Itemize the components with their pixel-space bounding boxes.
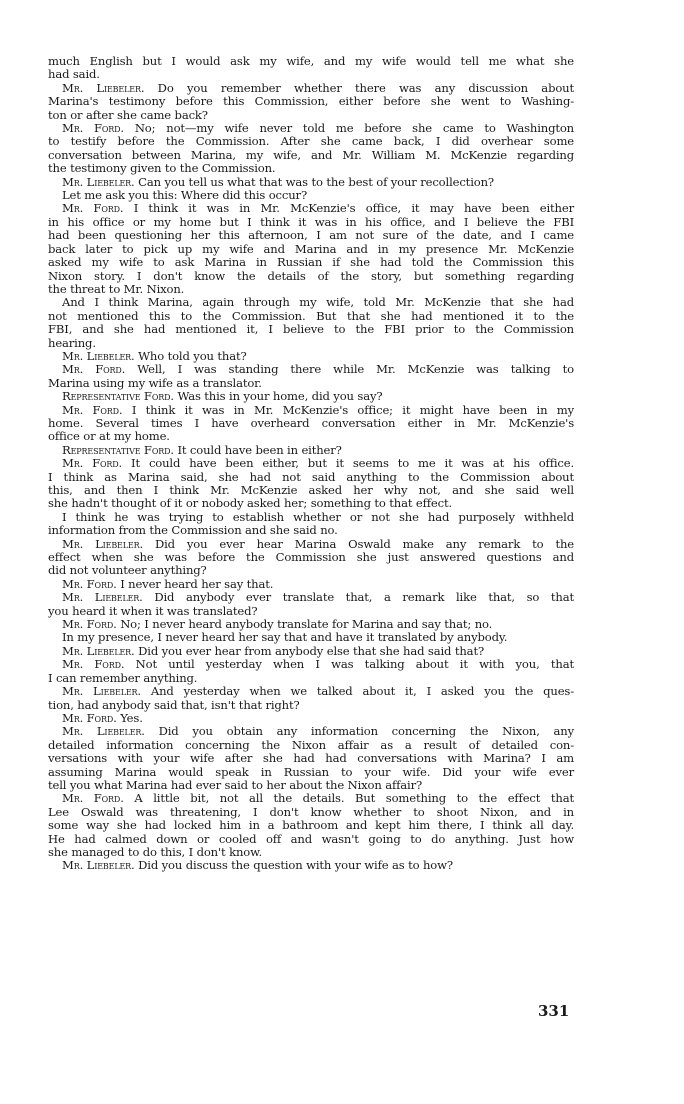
text-line xyxy=(48,564,574,577)
text-line xyxy=(48,792,574,805)
speaker-name: Mr. Ford. xyxy=(62,576,117,591)
line-text: this, and then I think Mr. McKenzie asked her why not, and she said well xyxy=(48,483,574,497)
text-line xyxy=(48,484,574,497)
text-line xyxy=(48,538,574,551)
line-text: some way she had locked him in a bathroom and kept him there, I think all day. xyxy=(48,818,574,833)
line-text: tell you what Marina had ever said to her about the Nixon affair? xyxy=(48,777,423,792)
text-line xyxy=(48,350,574,363)
text-line xyxy=(48,256,574,269)
text-line xyxy=(48,779,574,792)
paragraph xyxy=(48,631,574,644)
text-line xyxy=(48,109,574,122)
paragraph xyxy=(48,645,574,658)
paragraph xyxy=(48,82,574,122)
speaker-name: Mr. Liebeler. xyxy=(62,858,135,873)
paragraph xyxy=(48,202,574,296)
text-line xyxy=(48,162,574,175)
line-text: conversation between Marina, my wife, and Mr. William M. McKenzie regarding xyxy=(48,147,574,162)
paragraph xyxy=(48,350,574,363)
document-body xyxy=(48,55,574,873)
line-text: Did you obtain any information concerning the Nixon, any xyxy=(144,724,574,739)
text-line xyxy=(48,430,574,443)
line-text: No; not—my wife never told me before she came to Washington xyxy=(123,121,574,136)
text-line xyxy=(48,859,574,872)
text-line xyxy=(48,752,574,765)
line-text: did not volunteer anything? xyxy=(48,563,207,578)
text-line xyxy=(48,404,574,417)
speaker-name: Mr. Liebeler. xyxy=(62,536,144,551)
speaker-name: Mr. Ford. xyxy=(62,710,117,725)
paragraph xyxy=(48,578,574,591)
paragraph xyxy=(48,859,574,872)
paragraph xyxy=(48,725,574,792)
line-text: Did anybody ever translate that, a remark like that, so that xyxy=(142,590,574,605)
line-text: It could have been in either? xyxy=(173,442,342,457)
text-line xyxy=(48,618,574,631)
text-line xyxy=(48,323,574,336)
speaker-name: Mr. Liebeler. xyxy=(62,80,145,95)
line-text: Did you discuss the question with your wife as to how? xyxy=(134,858,453,873)
paragraph xyxy=(48,591,574,618)
text-line xyxy=(48,685,574,698)
line-text: Well, I was standing there while Mr. McKenzie was talking to xyxy=(125,362,574,377)
text-line xyxy=(48,471,574,484)
line-text: Did you ever hear from anybody else that she had said that? xyxy=(134,643,485,658)
speaker-name: Representative Ford. xyxy=(62,389,174,404)
speaker-name: Mr. Ford. xyxy=(62,121,124,136)
paragraph xyxy=(48,363,574,390)
text-line xyxy=(48,149,574,162)
line-text: No; I never heard anybody translate for Marina and say that; no. xyxy=(116,617,493,632)
line-text: office or at my home. xyxy=(48,429,170,444)
line-text: I can remember anything. xyxy=(48,670,198,685)
speaker-name: Representative Ford. xyxy=(62,442,174,457)
text-line xyxy=(48,846,574,859)
line-text: Not until yesterday when I was talking about it with you, that xyxy=(124,657,574,672)
paragraph xyxy=(48,122,574,176)
text-line xyxy=(48,216,574,229)
line-text: you heard it when it was translated? xyxy=(48,603,258,618)
line-text: Did you ever hear Marina Oswald make any remark to the xyxy=(143,536,574,551)
line-text: had said. xyxy=(48,67,100,82)
line-text: I think it was in Mr. McKenzie's office, it may have been either xyxy=(123,201,574,216)
text-line xyxy=(48,363,574,376)
text-line xyxy=(48,135,574,148)
text-line xyxy=(48,390,574,403)
paragraph xyxy=(48,792,574,859)
text-line xyxy=(48,551,574,564)
speaker-name: Mr. Liebeler. xyxy=(62,684,141,699)
line-text: to testify before the Commission. After she came back, I did overhear some xyxy=(48,134,574,149)
line-text: she managed to do this, I don't know. xyxy=(48,844,263,859)
line-text: Was this in your home, did you say? xyxy=(173,389,383,404)
paragraph xyxy=(48,685,574,712)
speaker-name: Mr. Ford. xyxy=(62,362,126,377)
text-line xyxy=(48,605,574,618)
line-text: And I think Marina, again through my wife, told Mr. McKenzie that she had xyxy=(62,295,574,310)
line-text: I never heard her say that. xyxy=(116,576,274,591)
speaker-name: Mr. Liebeler. xyxy=(62,174,135,189)
text-line xyxy=(48,645,574,658)
text-line xyxy=(48,578,574,591)
line-text: the testimony given to the Commission. xyxy=(48,161,276,176)
speaker-name: Mr. Liebeler. xyxy=(62,724,145,739)
text-line xyxy=(48,337,574,350)
text-line xyxy=(48,806,574,819)
line-text: back later to pick up my wife and Marina and in my presence Mr. McKenzie xyxy=(48,241,574,256)
line-text: Can you tell us what that was to the best of your recollection? xyxy=(134,174,494,189)
paragraph xyxy=(48,538,574,578)
text-line xyxy=(48,739,574,752)
line-text: in his office or my home but I think it was in his office, and I believe the FBI xyxy=(48,214,574,229)
line-text: Who told you that? xyxy=(134,348,247,363)
paragraph xyxy=(48,658,574,685)
line-text: ton or after she came back? xyxy=(48,107,208,122)
page-number: 331 xyxy=(538,1002,570,1020)
line-text: not mentioned this to the Commission. But that she had mentioned it to the xyxy=(48,308,574,323)
text-line xyxy=(48,229,574,242)
line-text: versations with your wife after she had had conversations with Marina? I am xyxy=(48,751,574,766)
text-line xyxy=(48,176,574,189)
line-text: assuming Marina would speak in Russian to your wife. Did your wife ever xyxy=(48,764,574,779)
paragraph xyxy=(48,55,574,82)
text-line xyxy=(48,270,574,283)
text-line xyxy=(48,497,574,510)
speaker-name: Mr. Ford. xyxy=(62,402,123,417)
line-text: she hadn't thought of it or nobody asked her; something to that effect. xyxy=(48,496,452,511)
text-line xyxy=(48,524,574,537)
text-line xyxy=(48,95,574,108)
text-line xyxy=(48,511,574,524)
line-text: He had calmed down or cooled off and wasn't going to do anything. Just how xyxy=(48,831,574,846)
line-text: Nixon story. I don't know the details of the story, but something regarding xyxy=(48,268,574,283)
line-text: A little bit, not all the details. But something to the effect that xyxy=(123,791,574,806)
paragraph xyxy=(48,457,574,511)
line-text: Marina's testimony before this Commission, either before she went to Washing- xyxy=(48,94,574,109)
text-line xyxy=(48,310,574,323)
text-line xyxy=(48,82,574,95)
line-text: Do you remember whether there was any discussion about xyxy=(144,80,574,95)
speaker-name: Mr. Ford. xyxy=(62,657,125,672)
line-text: FBI, and she had mentioned it, I believe to the FBI prior to the Commission xyxy=(48,322,574,337)
line-text: detailed information concerning the Nixon affair as a result of detailed con- xyxy=(48,737,574,752)
line-text: I think as Marina said, she had not said anything to the Commission about xyxy=(48,469,574,484)
paragraph xyxy=(48,618,574,631)
text-line xyxy=(48,457,574,470)
text-line xyxy=(48,417,574,430)
line-text: I think he was trying to establish whether or not she had purposely withheld xyxy=(62,509,574,524)
line-text: In my presence, I never heard her say that and have it translated by anybody. xyxy=(62,630,508,645)
speaker-name: Mr. Ford. xyxy=(62,617,117,632)
text-line xyxy=(48,243,574,256)
line-text: Yes. xyxy=(116,710,143,725)
text-line xyxy=(48,55,574,68)
paragraph xyxy=(48,712,574,725)
speaker-name: Mr. Ford. xyxy=(62,201,124,216)
line-text: information from the Commission and she said no. xyxy=(48,523,338,538)
speaker-name: Mr. Liebeler. xyxy=(62,590,143,605)
line-text: Let me ask you this: Where did this occur? xyxy=(62,188,308,203)
line-text: home. Several times I have overheard conversation either in Mr. McKenzie's xyxy=(48,415,574,430)
text-line xyxy=(48,819,574,832)
speaker-name: Mr. Ford. xyxy=(62,456,123,471)
line-text: effect when she was before the Commission she just answered questions and xyxy=(48,550,574,565)
text-line xyxy=(48,202,574,215)
text-line xyxy=(48,672,574,685)
line-text: asked my wife to ask Marina in Russian if she had told the Commission this xyxy=(48,255,574,270)
paragraph xyxy=(48,390,574,403)
speaker-name: Mr. Liebeler. xyxy=(62,348,135,363)
paragraph xyxy=(48,404,574,444)
text-line xyxy=(48,631,574,644)
text-line xyxy=(48,766,574,779)
line-text: Marina using my wife as a translator. xyxy=(48,375,262,390)
line-text: the threat to Mr. Nixon. xyxy=(48,281,185,296)
text-line xyxy=(48,283,574,296)
text-line xyxy=(48,444,574,457)
text-line xyxy=(48,189,574,202)
text-line xyxy=(48,591,574,604)
text-line xyxy=(48,296,574,309)
paragraph xyxy=(48,511,574,538)
paragraph xyxy=(48,444,574,457)
text-line xyxy=(48,833,574,846)
line-text: hearing. xyxy=(48,335,96,350)
speaker-name: Mr. Liebeler. xyxy=(62,643,135,658)
paragraph xyxy=(48,296,574,350)
text-line xyxy=(48,699,574,712)
paragraph xyxy=(48,176,574,189)
text-line xyxy=(48,658,574,671)
speaker-name: Mr. Ford. xyxy=(62,791,124,806)
text-line xyxy=(48,725,574,738)
line-text: It could have been either, but it seems to me it was at his office. xyxy=(122,456,574,471)
line-text: I think it was in Mr. McKenzie's office; it might have been in my xyxy=(122,402,574,417)
text-line xyxy=(48,712,574,725)
line-text: Lee Oswald was threatening, I don't know whether to shoot Nixon, and in xyxy=(48,804,574,819)
line-text: much English but I would ask my wife, and my wife would tell me what she xyxy=(48,54,574,68)
line-text: And yesterday when we talked about it, I asked you the ques- xyxy=(140,684,574,699)
line-text: had been questioning her this afternoon, I am not sure of the date, and I came xyxy=(48,228,574,243)
text-line xyxy=(48,377,574,390)
text-line xyxy=(48,122,574,135)
line-text: tion, had anybody said that, isn't that right? xyxy=(48,697,300,712)
text-line xyxy=(48,68,574,81)
paragraph xyxy=(48,189,574,202)
